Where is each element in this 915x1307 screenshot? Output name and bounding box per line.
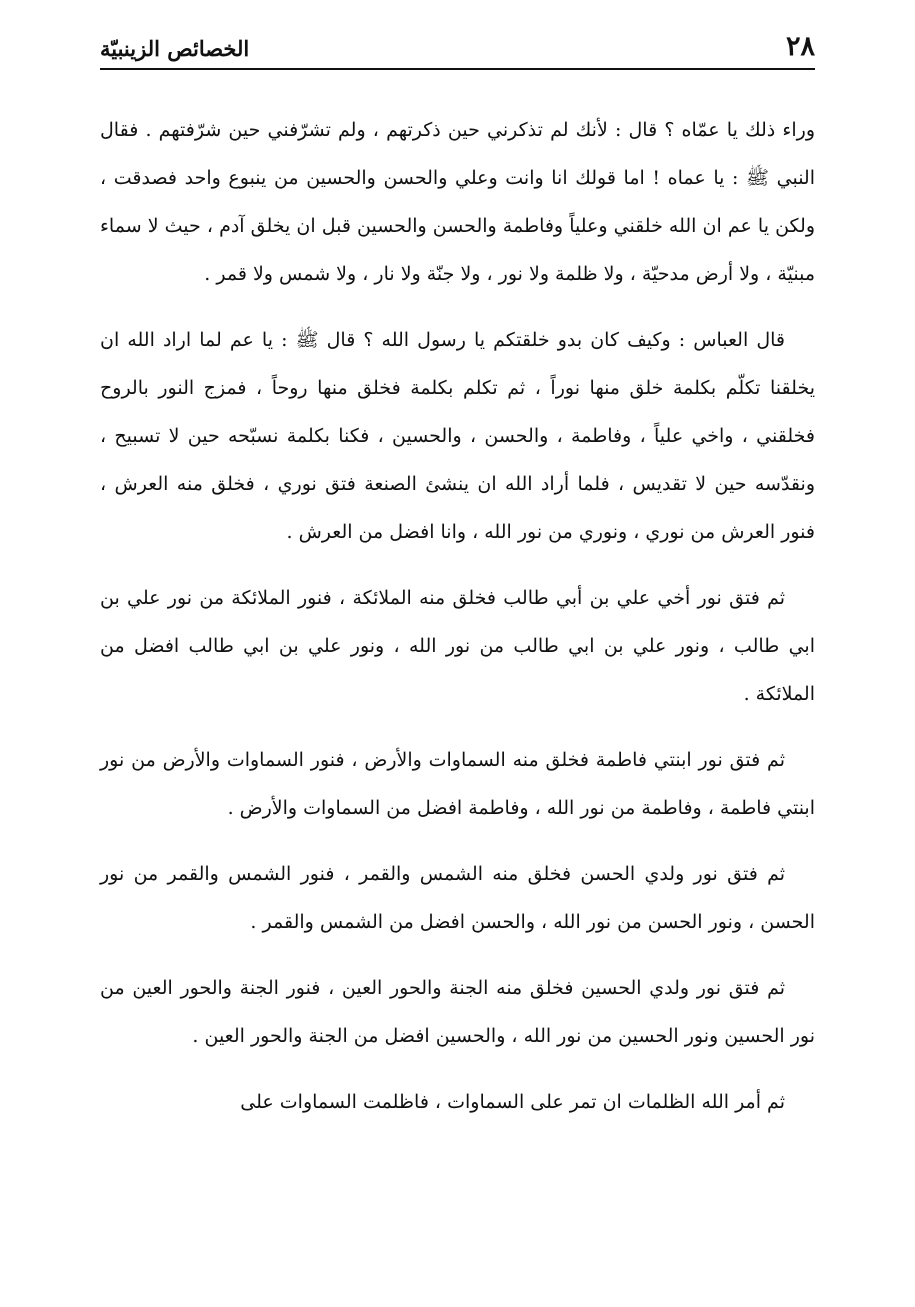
running-header — [100, 28, 815, 70]
paragraph-4: ثم فتق نور ابنتي فاطمة فخلق منه السماوات والأرض ، فنور السماوات والأرض من نور ابنتي فاطمة ، وفاطمة من نور الله ، وفاطمة افضل من السماوات والأرض . — [100, 749, 815, 819]
page-number: ٢٨ — [785, 31, 815, 62]
book-title: الخصائص الزينبيّة — [100, 36, 250, 61]
paragraph-5: ثم فتق نور ولدي الحسن فخلق منه الشمس والقمر ، فنور الشمس والقمر من نور الحسن ، ونور الحسن من نور الله ، والحسن افضل من الشمس والقمر . — [100, 863, 815, 933]
body-text — [100, 106, 815, 1144]
paragraph-3: ثم فتق نور أخي علي بن أبي طالب فخلق منه الملائكة ، فنور الملائكة من نور علي بن ابي طالب ، ونور علي بن ابي طالب من نور الله ، ونور علي بن ابي طالب افضل من الملائكة . — [100, 587, 815, 705]
paragraph-2: قال العباس : وكيف كان بدو خلقتكم يا رسول الله ؟ قال ﷺ : يا عم لما اراد الله ان يخلقنا تكلّم بكلمة خلق منها نوراً ، ثم تكلم بكلمة فخلق منها روحاً ، فمزج النور بالروح فخلقني ، واخي علياً ، وفاطمة ، والحسن ، والحسين ، فكنا بكلمة نسبّحه حين لا تسبيح ، ونقدّسه حين لا تقديس ، فلما أراد الله ان ينشئ الصنعة فتق نوري ، فخلق منه العرش ، فنور العرش من نوري ، ونوري من نور الله ، وانا افضل من العرش . — [100, 329, 815, 543]
paragraph-6: ثم فتق نور ولدي الحسين فخلق منه الجنة والحور العين ، فنور الجنة والحور العين من نور الحسين ونور الحسين من نور الله ، والحسين افضل من الجنة والحور العين . — [100, 977, 815, 1047]
paragraph-7: ثم أمر الله الظلمات ان تمر على السماوات ، فاظلمت السماوات على — [240, 1091, 785, 1113]
paragraph-1: وراء ذلك يا عمّاه ؟ قال : لأنك لم تذكرني حين ذكرتهم ، ولم تشرّفني حين شرّفتهم . فقال النبي ﷺ : يا عماه ! اما قولك انا وانت وعلي والحسن والحسين من ينبوع واحد فصدقت ، ولكن يا عم ان الله خلقني وعلياً وفاطمة والحسن والحسين قبل ان يخلق آدم ، حيث لا سماء مبنيّة ، ولا أرض مدحيّة ، ولا ظلمة ولا نور ، ولا جنّة ولا نار ، ولا شمس ولا قمر . — [100, 119, 815, 285]
